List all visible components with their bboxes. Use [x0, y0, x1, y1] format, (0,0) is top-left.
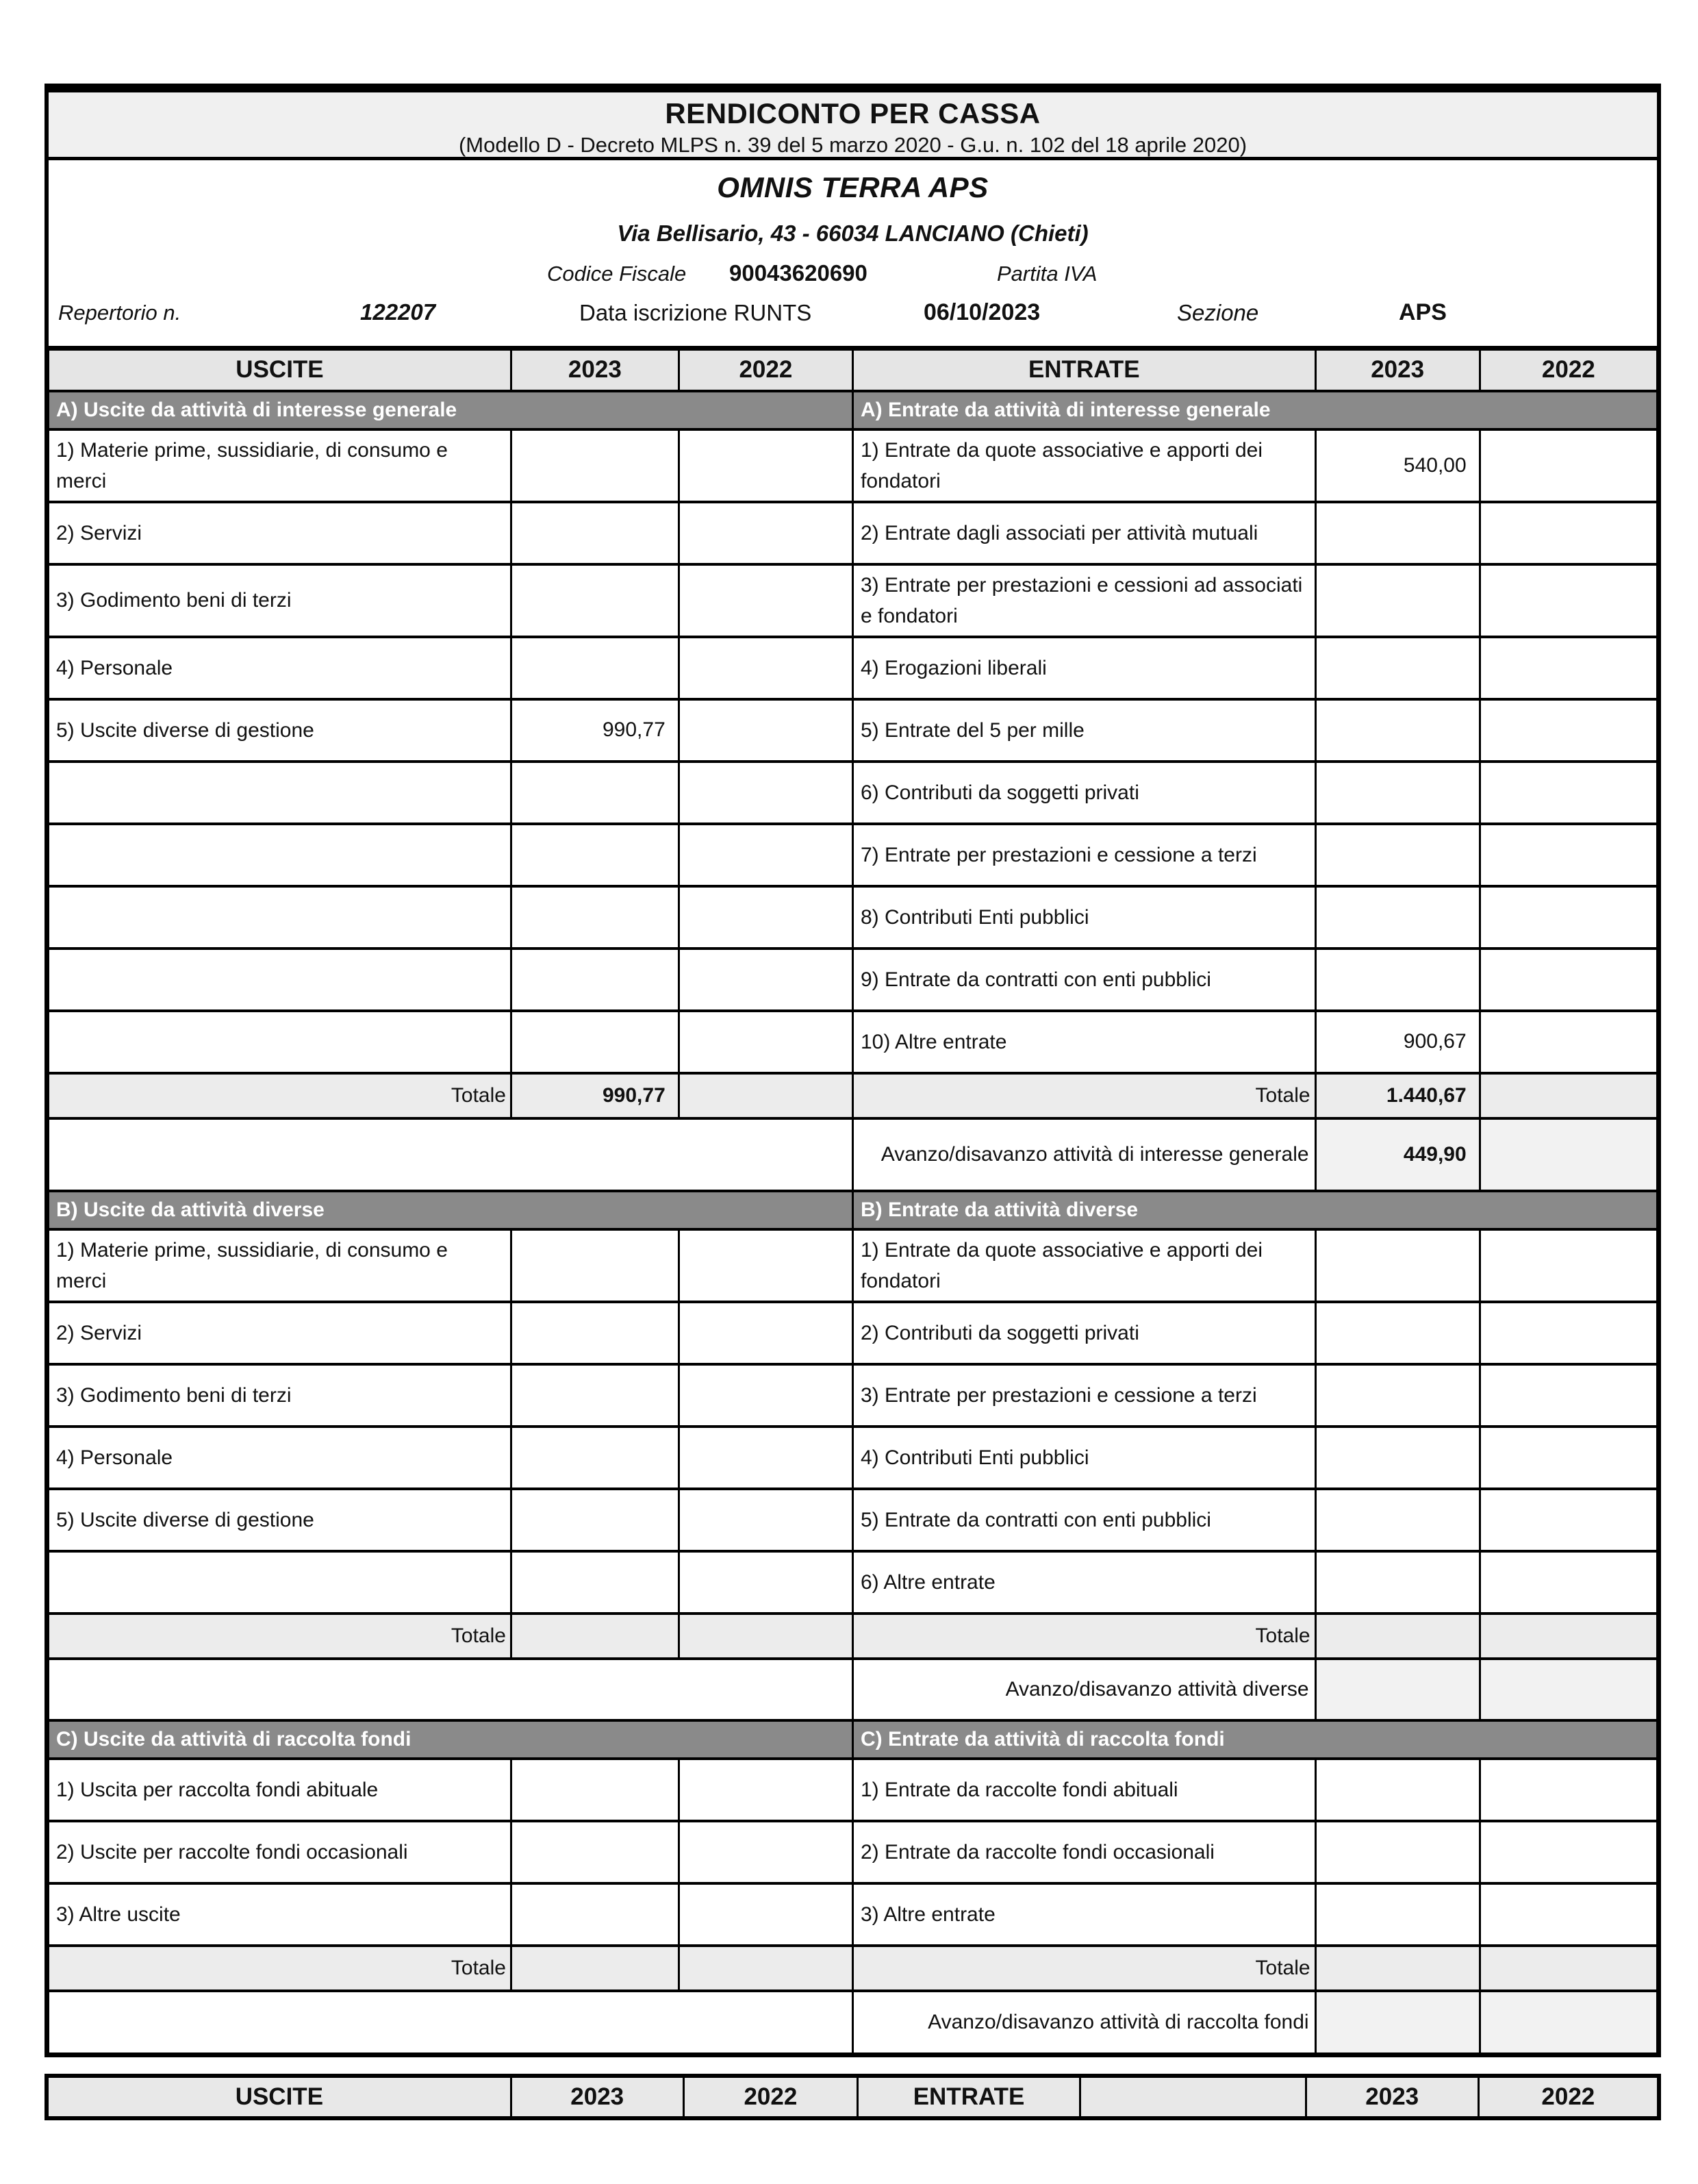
- totale-uscite-2023: 990,77: [511, 1073, 679, 1118]
- sezione-label: Sezione: [1177, 300, 1259, 325]
- entrata-2023-cell: [1315, 637, 1480, 699]
- totale-uscite-label: Totale: [47, 1073, 511, 1118]
- entrata-2023-cell: [1315, 1229, 1480, 1302]
- entrata-label: 8) Contributi Enti pubblici: [852, 886, 1315, 949]
- entrata-label: 2) Contributi da soggetti privati: [852, 1302, 1315, 1364]
- avanzo-2022-cell: [1480, 1118, 1658, 1191]
- totale-row-a: [47, 1073, 1659, 1118]
- entrata-2022-cell: [1480, 1364, 1658, 1427]
- table-row: [47, 886, 1659, 949]
- uscita-2023-cell: [511, 762, 679, 824]
- footer-strip: [45, 2074, 1661, 2120]
- table-header-row: [47, 349, 1659, 391]
- uscita-2023-cell: [511, 637, 679, 699]
- table-row: [47, 1011, 1659, 1073]
- col-header-entrate: ENTRATE: [852, 349, 1315, 391]
- uscita-2023-cell: 990,77: [511, 699, 679, 762]
- entrata-2022-cell: [1480, 1229, 1658, 1302]
- entrata-2023-cell: [1315, 699, 1480, 762]
- uscita-label: 3) Altre uscite: [47, 1883, 511, 1946]
- table-row: [47, 1229, 1659, 1302]
- entrata-label: 10) Altre entrate: [852, 1011, 1315, 1073]
- entrata-2023-cell: [1315, 1759, 1480, 1821]
- totale-entrate-label: Totale: [852, 1073, 1315, 1118]
- entrata-label: 2) Entrate da raccolte fondi occasionali: [852, 1821, 1315, 1883]
- entrata-label: 3) Entrate per prestazioni e cessioni ad associati e fondatori: [852, 564, 1315, 637]
- uscita-label: 1) Uscita per raccolta fondi abituale: [47, 1759, 511, 1821]
- section-c-uscite-header: C) Uscite da attività di raccolta fondi: [47, 1720, 853, 1759]
- uscita-label: 2) Uscite per raccolte fondi occasionali: [47, 1821, 511, 1883]
- section-a-uscite-header: A) Uscite da attività di interesse generale: [47, 391, 853, 429]
- runts-label: Data iscrizione RUNTS: [579, 300, 812, 325]
- col-header-2022-left: 2022: [679, 349, 852, 391]
- entrata-2022-cell: [1480, 1427, 1658, 1489]
- table-row: [47, 637, 1659, 699]
- uscita-label: 3) Godimento beni di terzi: [47, 564, 511, 637]
- uscita-2022-cell: [679, 429, 852, 502]
- uscita-2023-cell: [511, 1302, 679, 1364]
- totale-entrate-label: Totale: [852, 1946, 1315, 1991]
- section-a-entrate-header: A) Entrate da attività di interesse generale: [852, 391, 1658, 429]
- entrata-label: 7) Entrate per prestazioni e cessione a terzi: [852, 824, 1315, 886]
- entrata-label: 3) Altre entrate: [852, 1883, 1315, 1946]
- footer-strip-row: [47, 2076, 1659, 2118]
- uscita-2023-cell: [511, 429, 679, 502]
- uscita-2023-cell: [511, 1551, 679, 1614]
- header-frame: [45, 84, 1661, 351]
- entrata-2023-cell: [1315, 824, 1480, 886]
- entrata-2022-cell: [1480, 824, 1658, 886]
- uscita-2022-cell: [679, 564, 852, 637]
- sezione-value: APS: [1399, 299, 1447, 325]
- section-c-entrate-header: C) Entrate da attività di raccolta fondi: [852, 1720, 1658, 1759]
- totale-entrate-2023: 1.440,67: [1315, 1073, 1480, 1118]
- uscita-2023-cell: [511, 502, 679, 564]
- uscita-2022-cell: [679, 949, 852, 1011]
- uscita-2022-cell: [679, 1551, 852, 1614]
- avanzo-blank-cell: [47, 1991, 853, 2055]
- page-subtitle: (Modello D - Decreto MLPS n. 39 del 5 marzo 2020 - G.u. n. 102 del 18 aprile 2020): [458, 133, 1247, 157]
- totale-entrate-label: Totale: [852, 1614, 1315, 1659]
- col-header-2023-left: 2023: [511, 349, 679, 391]
- footer-uscite-label: USCITE: [47, 2076, 511, 2118]
- footer-2022-right: 2022: [1478, 2076, 1659, 2118]
- uscita-label: 4) Personale: [47, 637, 511, 699]
- uscita-2022-cell: [679, 1427, 852, 1489]
- totale-uscite-2023: [511, 1614, 679, 1659]
- uscita-label: [47, 886, 511, 949]
- entrata-2023-cell: [1315, 949, 1480, 1011]
- uscita-2023-cell: [511, 824, 679, 886]
- totale-entrate-2023: [1315, 1946, 1480, 1991]
- col-header-2023-right: 2023: [1315, 349, 1480, 391]
- uscita-2023-cell: [511, 1011, 679, 1073]
- uscita-2022-cell: [679, 1302, 852, 1364]
- totale-row-b: [47, 1614, 1659, 1659]
- uscita-2023-cell: [511, 949, 679, 1011]
- repertorio-label: Repertorio n.: [58, 301, 181, 325]
- entrata-2023-cell: [1315, 502, 1480, 564]
- uscita-2023-cell: [511, 1759, 679, 1821]
- entrata-2022-cell: [1480, 637, 1658, 699]
- rendiconto-table: [45, 346, 1661, 2057]
- avanzo-2023-cell: [1315, 1659, 1480, 1720]
- section-c-bar: [47, 1720, 1659, 1759]
- entrata-label: 9) Entrate da contratti con enti pubblici: [852, 949, 1315, 1011]
- entrata-2022-cell: [1480, 1302, 1658, 1364]
- table-row: [47, 429, 1659, 502]
- uscita-2023-cell: [511, 564, 679, 637]
- uscita-2022-cell: [679, 1011, 852, 1073]
- totale-uscite-2022: [679, 1946, 852, 1991]
- entrata-2023-cell: [1315, 1364, 1480, 1427]
- table-row: [47, 762, 1659, 824]
- repertorio-value: 122207: [360, 299, 436, 325]
- org-address: Via Bellisario, 43 - 66034 LANCIANO (Chieti): [617, 221, 1089, 246]
- uscita-2022-cell: [679, 699, 852, 762]
- uscita-2022-cell: [679, 762, 852, 824]
- uscita-2022-cell: [679, 1883, 852, 1946]
- table-row: [47, 699, 1659, 762]
- uscita-2022-cell: [679, 824, 852, 886]
- page-title: RENDICONTO PER CASSA: [665, 97, 1041, 129]
- entrata-2022-cell: [1480, 1821, 1658, 1883]
- uscita-label: 2) Servizi: [47, 502, 511, 564]
- entrata-2023-cell: 900,67: [1315, 1011, 1480, 1073]
- entrata-2022-cell: [1480, 1883, 1658, 1946]
- entrata-2022-cell: [1480, 949, 1658, 1011]
- section-b-bar: [47, 1191, 1659, 1229]
- uscita-label: [47, 824, 511, 886]
- uscita-2023-cell: [511, 1364, 679, 1427]
- totale-entrate-2023: [1315, 1614, 1480, 1659]
- uscita-2022-cell: [679, 502, 852, 564]
- entrata-label: 1) Entrate da raccolte fondi abituali: [852, 1759, 1315, 1821]
- uscita-label: 4) Personale: [47, 1427, 511, 1489]
- title-box: [49, 92, 1657, 160]
- table-row: [47, 1364, 1659, 1427]
- entrata-2023-cell: [1315, 564, 1480, 637]
- totale-uscite-label: Totale: [47, 1614, 511, 1659]
- footer-empty-cell: [1080, 2076, 1306, 2118]
- uscita-label: 1) Materie prime, sussidiarie, di consumo e merci: [47, 429, 511, 502]
- uscita-2023-cell: [511, 1489, 679, 1551]
- uscita-2022-cell: [679, 1229, 852, 1302]
- uscita-2022-cell: [679, 1821, 852, 1883]
- totale-entrate-2022: [1480, 1614, 1658, 1659]
- codice-fiscale-label: Codice Fiscale: [547, 262, 687, 286]
- uscita-label: 1) Materie prime, sussidiarie, di consumo e merci: [47, 1229, 511, 1302]
- avanzo-2023-cell: [1315, 1991, 1480, 2055]
- uscita-label: [47, 1011, 511, 1073]
- table-row: [47, 1883, 1659, 1946]
- col-header-uscite: USCITE: [47, 349, 511, 391]
- codice-fiscale-value: 90043620690: [729, 260, 867, 286]
- entrata-2023-cell: [1315, 1489, 1480, 1551]
- table-row: [47, 1551, 1659, 1614]
- uscita-label: [47, 949, 511, 1011]
- table-row: [47, 949, 1659, 1011]
- uscita-label: 2) Servizi: [47, 1302, 511, 1364]
- avanzo-blank-cell: [47, 1659, 853, 1720]
- entrata-2022-cell: [1480, 429, 1658, 502]
- avanzo-row-c: [47, 1991, 1659, 2055]
- entrata-2023-cell: [1315, 1427, 1480, 1489]
- footer-2023-right: 2023: [1306, 2076, 1478, 2118]
- org-name: OMNIS TERRA APS: [717, 171, 989, 203]
- uscita-label: 5) Uscite diverse di gestione: [47, 1489, 511, 1551]
- uscita-2023-cell: [511, 1821, 679, 1883]
- entrata-label: 3) Entrate per prestazioni e cessione a terzi: [852, 1364, 1315, 1427]
- entrata-2022-cell: [1480, 886, 1658, 949]
- entrata-label: 2) Entrate dagli associati per attività mutuali: [852, 502, 1315, 564]
- col-header-2022-right: 2022: [1480, 349, 1658, 391]
- entrata-2023-cell: [1315, 1551, 1480, 1614]
- entrata-2022-cell: [1480, 699, 1658, 762]
- avanzo-2023-cell: 449,90: [1315, 1118, 1480, 1191]
- section-b-entrate-header: B) Entrate da attività diverse: [852, 1191, 1658, 1229]
- entrata-2023-cell: [1315, 1821, 1480, 1883]
- entrata-2022-cell: [1480, 1551, 1658, 1614]
- totale-uscite-2022: [679, 1614, 852, 1659]
- totale-uscite-2023: [511, 1946, 679, 1991]
- entrata-2022-cell: [1480, 1759, 1658, 1821]
- entrata-label: 6) Altre entrate: [852, 1551, 1315, 1614]
- uscita-2023-cell: [511, 886, 679, 949]
- table-row: [47, 1302, 1659, 1364]
- avanzo-label: Avanzo/disavanzo attività di interesse generale: [852, 1118, 1315, 1191]
- entrata-2022-cell: [1480, 1011, 1658, 1073]
- uscita-2022-cell: [679, 886, 852, 949]
- section-a-bar: [47, 391, 1659, 429]
- avanzo-2022-cell: [1480, 1659, 1658, 1720]
- avanzo-row-a: [47, 1118, 1659, 1191]
- uscita-2022-cell: [679, 637, 852, 699]
- uscita-2022-cell: [679, 1759, 852, 1821]
- entrata-2023-cell: [1315, 762, 1480, 824]
- entrata-label: 6) Contributi da soggetti privati: [852, 762, 1315, 824]
- avanzo-label: Avanzo/disavanzo attività di raccolta fondi: [852, 1991, 1315, 2055]
- entrata-label: 5) Entrate del 5 per mille: [852, 699, 1315, 762]
- avanzo-blank-cell: [47, 1118, 853, 1191]
- totale-uscite-label: Totale: [47, 1946, 511, 1991]
- table-row: [47, 1759, 1659, 1821]
- footer-entrate-label: ENTRATE: [858, 2076, 1080, 2118]
- totale-uscite-2022: [679, 1073, 852, 1118]
- entrata-2023-cell: [1315, 886, 1480, 949]
- footer-2023-left: 2023: [511, 2076, 683, 2118]
- entrata-label: 1) Entrate da quote associative e apporti dei fondatori: [852, 1229, 1315, 1302]
- entrata-2022-cell: [1480, 502, 1658, 564]
- table-row: [47, 1427, 1659, 1489]
- footer-2022-left: 2022: [683, 2076, 857, 2118]
- uscita-label: 3) Godimento beni di terzi: [47, 1364, 511, 1427]
- uscita-2023-cell: [511, 1427, 679, 1489]
- table-row: [47, 824, 1659, 886]
- table-row: [47, 564, 1659, 637]
- entrata-label: 4) Contributi Enti pubblici: [852, 1427, 1315, 1489]
- uscita-label: [47, 762, 511, 824]
- totale-entrate-2022: [1480, 1946, 1658, 1991]
- uscita-2023-cell: [511, 1883, 679, 1946]
- entrata-label: 1) Entrate da quote associative e apporti dei fondatori: [852, 429, 1315, 502]
- uscita-2023-cell: [511, 1229, 679, 1302]
- uscita-label: [47, 1551, 511, 1614]
- table-row: [47, 1821, 1659, 1883]
- totale-row-c: [47, 1946, 1659, 1991]
- uscita-label: 5) Uscite diverse di gestione: [47, 699, 511, 762]
- entrata-2023-cell: [1315, 1302, 1480, 1364]
- entrata-2023-cell: [1315, 1883, 1480, 1946]
- entrata-2022-cell: [1480, 762, 1658, 824]
- partita-iva-label: Partita IVA: [997, 262, 1098, 286]
- avanzo-2022-cell: [1480, 1991, 1658, 2055]
- avanzo-label: Avanzo/disavanzo attività diverse: [852, 1659, 1315, 1720]
- totale-entrate-2022: [1480, 1073, 1658, 1118]
- runts-value: 06/10/2023: [924, 299, 1041, 325]
- entrata-label: 4) Erogazioni liberali: [852, 637, 1315, 699]
- entrata-2022-cell: [1480, 1489, 1658, 1551]
- org-info-area: [49, 160, 1657, 351]
- uscita-2022-cell: [679, 1489, 852, 1551]
- avanzo-row-b: [47, 1659, 1659, 1720]
- entrata-2023-cell: 540,00: [1315, 429, 1480, 502]
- uscita-2022-cell: [679, 1364, 852, 1427]
- table-row: [47, 502, 1659, 564]
- entrata-2022-cell: [1480, 564, 1658, 637]
- table-row: [47, 1489, 1659, 1551]
- entrata-label: 5) Entrate da contratti con enti pubblici: [852, 1489, 1315, 1551]
- section-b-uscite-header: B) Uscite da attività diverse: [47, 1191, 853, 1229]
